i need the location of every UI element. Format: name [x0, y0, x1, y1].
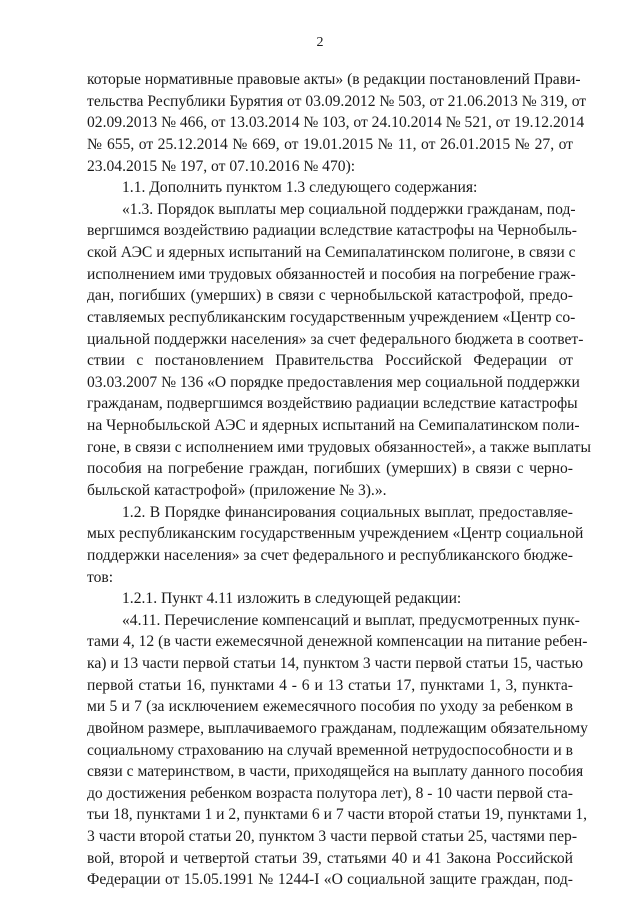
text-line: которые нормативные правовые акты» (в редакции постановлений Прави-: [87, 71, 581, 88]
text-line: 3 части второй статьи 20, пунктом 3 части первой статьи 25, частями пер-: [87, 828, 578, 846]
paragraph-start: 1.2.1. Пункт 4.11 изложить в следующей редакции:: [122, 590, 462, 608]
paragraph-start: «4.11. Перечисление компенсаций и выплат, предусмотренных пунк-: [122, 611, 580, 629]
text-line: 02.09.2013 № 466, от 13.03.2014 № 103, от 24.10.2014 № 521, от 19.12.2014: [87, 114, 585, 132]
text-line: поддержки населения» за счет федерального и республиканского бюдже-: [87, 546, 573, 564]
text-line: вергшимся воздействию радиации вследствие катастрофы на Чернобыль-: [87, 222, 577, 240]
paragraph-start: 1.1. Дополнить пунктом 1.3 следующего содержания:: [122, 179, 478, 197]
text-line: дан, погибших (умерших) в связи с чернобыльской катастрофой, предо-: [87, 287, 573, 305]
text-line: гражданам, подвергшимся воздействию радиации вследствие катастрофы: [87, 395, 578, 413]
text-line: ка) и 13 части первой статьи 14, пунктом 3 части первой статьи 15, частью: [87, 655, 583, 673]
text-line: тьи 18, пунктами 1 и 2, пунктами 6 и 7 части второй статьи 19, пунктами 1,: [87, 806, 588, 824]
text-line: ствии с постановлением Правительства Российской Федерации от: [87, 352, 573, 370]
text-line: ской АЭС и ядерных испытаний на Семипалатинском полигоне, в связи с: [87, 244, 576, 262]
text-line: быльской катастрофой» (приложение № 3).».: [87, 482, 387, 499]
text-line: гоне, в связи с исполнением ими трудовых обязанностей», а также выплаты: [87, 438, 591, 456]
text-line: 23.04.2015 № 197, от 07.10.2016 № 470):: [87, 157, 356, 175]
text-line: Федерации от 15.05.1991 № 1244-I «О социальной защите граждан, под-: [87, 871, 573, 889]
text-line: тов:: [87, 568, 114, 586]
text-line: исполнением ими трудовых обязанностей и пособия на погребение граж-: [87, 265, 576, 283]
text-line: ми 5 и 7 (за исключением ежемесячного пособия по уходу за ребенком в: [87, 698, 573, 716]
text-line: на Чернобыльской АЭС и ядерных испытаний на Семипалатинском поли-: [87, 417, 580, 435]
text-line: мых республиканским государственным учреждением «Центр социальной: [87, 525, 584, 543]
paragraph-start: «1.3. Порядок выплаты мер социальной поддержки гражданам, под-: [122, 200, 576, 218]
text-line: тами 4, 12 (в части ежемесячной денежной компенсации на питание ребен-: [87, 633, 588, 651]
text-line: социальному страхованию на случай временной нетрудоспособности и в: [87, 741, 574, 759]
text-line: вой, второй и четвертой статьи 39, статьями 40 и 41 Закона Российской: [87, 849, 573, 867]
page-number: 2: [316, 35, 324, 50]
text-line: тельства Республики Бурятия от 03.09.2012 № 503, от 21.06.2013 № 319, от: [87, 92, 587, 110]
text-line: пособия на погребение граждан, погибших (умерших) в связи с черно-: [87, 460, 573, 478]
text-line: до достижения ребенком возраста полутора лет), 8 - 10 части первой ста-: [87, 784, 573, 802]
text-line: двойном размере, выплачиваемого гражданам, подлежащим обязательному: [87, 719, 588, 737]
text-line: первой статьи 16, пунктами 4 - 6 и 13 статьи 17, пунктами 1, 3, пункта-: [87, 676, 573, 694]
text-line: 03.03.2007 № 136 «О порядке предоставления мер социальной поддержки: [87, 373, 580, 391]
text-line: № 655, от 25.12.2014 № 669, от 19.01.2015 № 11, от 26.01.2015 № 27, от: [87, 135, 573, 153]
text-line: циальной поддержки населения» за счет федерального бюджета в соответ-: [87, 330, 584, 348]
paragraph-start: 1.2. В Порядке финансирования социальных выплат, предоставляе-: [122, 503, 573, 521]
text-line: связи с материнством, в части, приходящейся на выплату данного пособия: [87, 763, 584, 781]
text-line: ставляемых республиканским государственным учреждением «Центр со-: [87, 308, 576, 326]
